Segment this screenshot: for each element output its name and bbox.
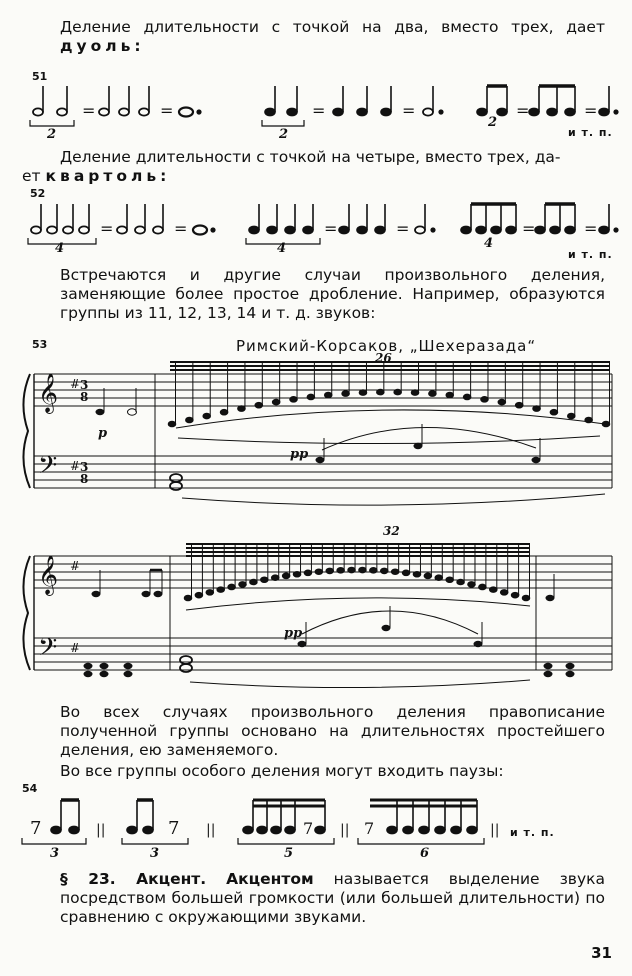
run-note: [435, 575, 443, 581]
run-note: [220, 409, 228, 415]
spelling-text: Во всех случаях произвольного деления правописание полученной группы основано на длительностях простейшего деления, ею заменяемого.: [60, 703, 605, 759]
run-note: [380, 568, 388, 574]
svg-text:||: ||: [490, 822, 500, 838]
example-51-notation: [0, 72, 632, 152]
run-note: [217, 587, 225, 593]
duole-paragraph: [60, 18, 605, 56]
run-note: [342, 391, 350, 397]
run-note: [261, 577, 269, 583]
run-note: [481, 397, 489, 403]
run-note: [446, 577, 454, 583]
run-note: [250, 579, 258, 585]
duole-text: Деление длительности с точкой на два, вместо трех, дает: [60, 18, 605, 36]
run-note: [522, 595, 530, 601]
run-note: [195, 592, 203, 598]
accent-heading: § 23. Акцент.: [60, 870, 207, 888]
run-note: [290, 397, 298, 403]
svg-text:=: =: [100, 219, 114, 238]
run-note: [468, 582, 476, 588]
quartole-tuplet-2: 4: [277, 241, 287, 256]
svg-text:=: =: [516, 101, 530, 120]
arbitrary-division-text: Встречаются и другие случаи произвольного деления, заменяющие более простое дробление. Например, образуются группы из 11, 12, 13, 14 и т. д. звуков:: [60, 266, 605, 322]
example-53-score: [0, 352, 632, 692]
svg-text:=: =: [522, 219, 536, 238]
run-note: [359, 567, 367, 573]
run-note: [359, 390, 367, 396]
run-note: [377, 389, 385, 395]
run-note: [304, 570, 312, 576]
duole-tuplet-3: 2: [488, 115, 498, 130]
example-number-52: 52: [30, 187, 46, 200]
svg-text:7: 7: [364, 819, 375, 838]
run-note: [238, 406, 246, 412]
svg-text:𝄞: 𝄞: [38, 555, 59, 595]
run-note: [203, 413, 211, 419]
run-note: [337, 568, 345, 574]
svg-text:#: #: [70, 559, 81, 573]
quartole-prefix: ет: [22, 167, 41, 185]
run-note: [307, 394, 315, 400]
tuplet-54-1: 3: [50, 846, 60, 861]
quartole-tuplet-1: 4: [55, 241, 65, 256]
quartole-term: квартоль:: [45, 167, 171, 185]
quartole-paragraph-line2: [22, 167, 567, 186]
run-note: [446, 392, 454, 398]
example-number-54: 54: [22, 782, 38, 795]
quartole-tuplet-3: 4: [484, 236, 494, 251]
run-note: [511, 592, 519, 598]
svg-text:=: =: [396, 219, 410, 238]
svg-text:=: =: [402, 101, 416, 120]
accent-term: Акцентом: [226, 870, 314, 888]
svg-text:7: 7: [168, 818, 180, 839]
rests-text: Во все группы особого деления могут входить паузы:: [60, 762, 504, 780]
run-note: [463, 394, 471, 400]
duole-tuplet-1: 2: [47, 127, 57, 142]
run-note: [370, 568, 378, 574]
run-note: [228, 584, 236, 590]
arbitrary-division-paragraph: [60, 266, 605, 323]
run-note: [272, 399, 280, 405]
run-note: [515, 402, 523, 408]
run-note: [550, 409, 558, 415]
svg-text:#: #: [70, 377, 81, 391]
group-count-32: 32: [383, 524, 400, 538]
run-note: [402, 570, 410, 576]
run-note: [411, 390, 419, 396]
run-note: [271, 575, 279, 581]
page-number: 31: [591, 944, 612, 962]
spelling-paragraph: [60, 703, 605, 760]
example-52-notation: [0, 198, 632, 268]
run-note: [567, 413, 575, 419]
quartole-text: Деление длительности с точкой на четыре, вместо трех, да-: [60, 148, 561, 166]
svg-text:#: #: [70, 459, 81, 473]
run-note: [533, 406, 541, 412]
run-note: [457, 579, 465, 585]
accent-paragraph: [60, 870, 605, 927]
example-number-53: 53: [32, 338, 48, 351]
run-note: [429, 391, 437, 397]
svg-text:𝄢: 𝄢: [38, 633, 58, 668]
dynamic-pp-1: pp: [290, 447, 309, 462]
run-note: [413, 571, 421, 577]
svg-text:3: 3: [80, 460, 89, 474]
run-note: [184, 595, 192, 601]
run-note: [391, 569, 399, 575]
run-note: [293, 571, 301, 577]
svg-text:=: =: [82, 101, 96, 120]
run-note: [348, 567, 356, 573]
run-note: [479, 584, 487, 590]
group-count-26: 26: [375, 351, 392, 365]
svg-text:𝄢: 𝄢: [38, 451, 58, 486]
run-note: [500, 590, 508, 596]
etc-51: и т. п.: [568, 126, 613, 139]
svg-text:=: =: [324, 219, 338, 238]
accent-text: называется выделение звука посредством большей громкости (или большей длительности) по сравнению с окружающими звуками.: [60, 870, 605, 926]
run-note: [255, 402, 263, 408]
run-note: [394, 389, 402, 395]
svg-text:=: =: [584, 101, 598, 120]
run-note: [186, 417, 194, 423]
etc-52: и т. п.: [568, 248, 613, 261]
duole-tuplet-2: 2: [279, 127, 289, 142]
score-title: Римский-Корсаков, „Шехеразада“: [236, 337, 537, 355]
tuplet-54-2: 3: [150, 846, 160, 861]
run-note: [498, 399, 506, 405]
svg-text:𝄞: 𝄞: [38, 373, 59, 413]
tuplet-54-4: 6: [420, 846, 430, 861]
dynamic-pp-2: pp: [284, 626, 303, 641]
svg-text:3: 3: [80, 378, 89, 392]
svg-text:=: =: [174, 219, 188, 238]
run-note: [168, 421, 176, 427]
svg-text:7: 7: [30, 818, 42, 839]
svg-text:||: ||: [96, 822, 106, 838]
run-note: [489, 587, 497, 593]
svg-text:#: #: [70, 641, 81, 655]
svg-text:=: =: [160, 101, 174, 120]
run-note: [282, 573, 290, 579]
example-number-51: 51: [32, 70, 48, 83]
run-note: [315, 569, 323, 575]
run-note: [239, 582, 247, 588]
svg-text:8: 8: [80, 472, 89, 486]
svg-text:8: 8: [80, 390, 89, 404]
svg-text:||: ||: [340, 822, 350, 838]
svg-text:=: =: [584, 219, 598, 238]
etc-54: и т. п.: [510, 826, 555, 839]
svg-text:||: ||: [206, 822, 216, 838]
svg-text:7: 7: [303, 819, 314, 838]
dynamic-p: p: [98, 426, 108, 441]
run-note: [424, 573, 432, 579]
svg-text:=: =: [312, 101, 326, 120]
quartole-paragraph: [60, 148, 605, 167]
run-note: [324, 392, 332, 398]
run-note: [326, 568, 334, 574]
run-note: [206, 590, 214, 596]
duole-term: дуоль:: [60, 37, 145, 55]
tuplet-54-3: 5: [284, 846, 294, 861]
rests-paragraph: [60, 762, 605, 781]
